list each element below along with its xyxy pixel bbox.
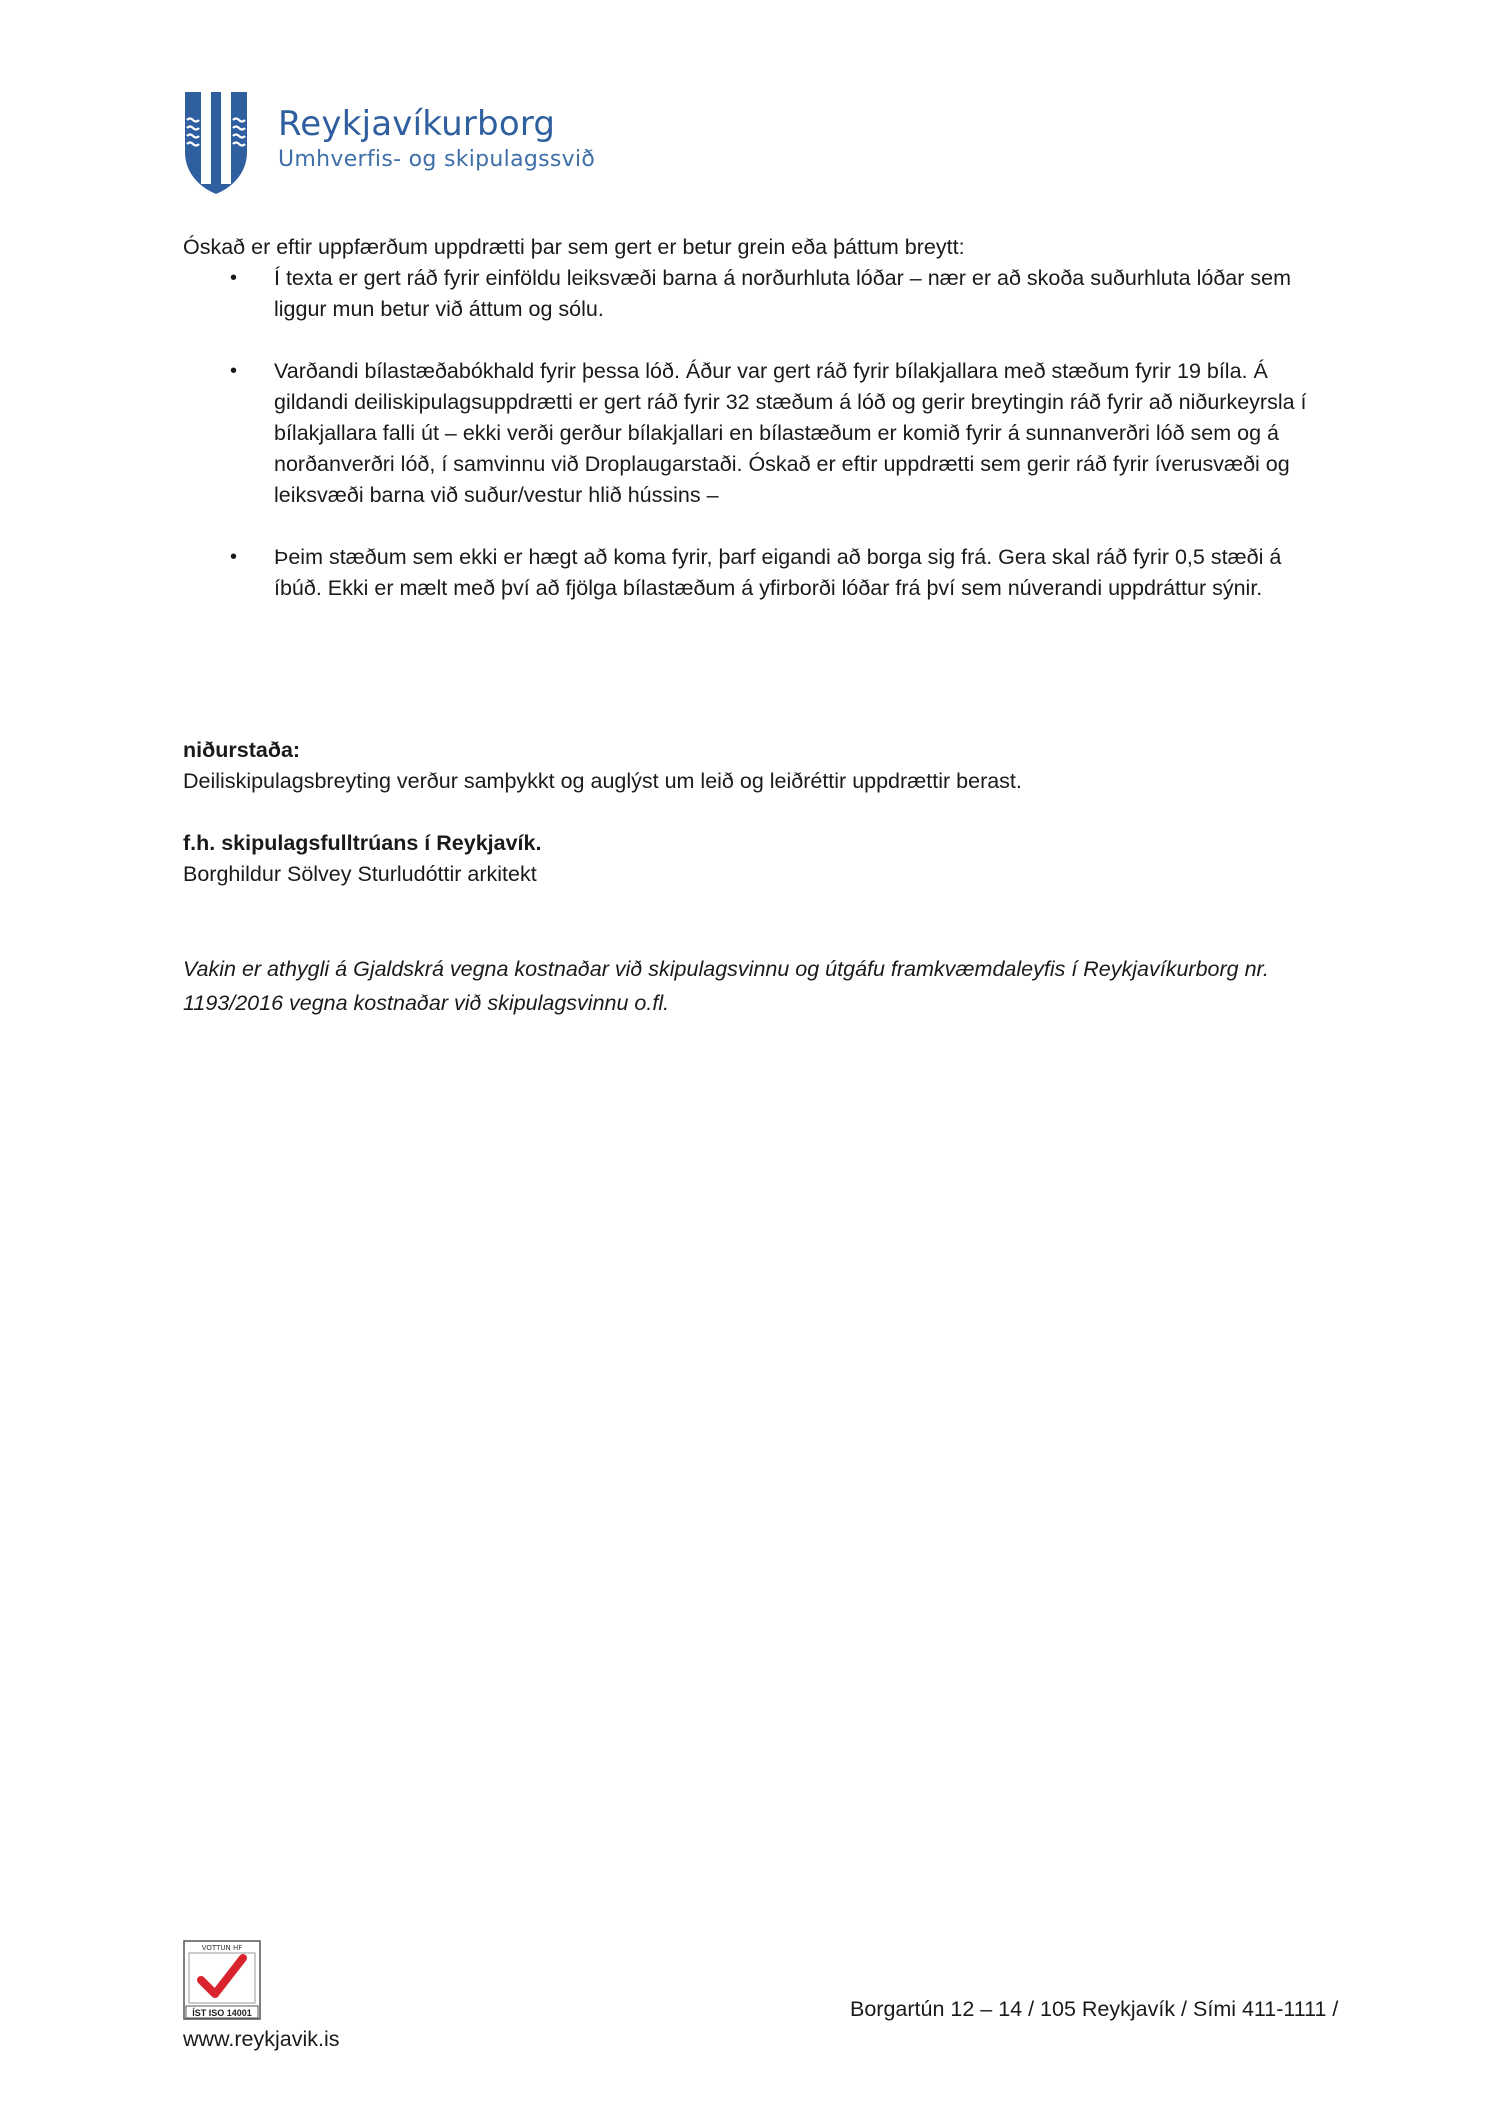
list-item-text: Varðandi bílastæðabókhald fyrir þessa lóð. Áður var gert ráð fyrir bílakjallara með stæðum fyrir 19 bíla. Á gildandi deiliskipulagsuppdrætti er gert ráð fyrir 32 stæðum á lóð og gerir breytingin ráð fyrir að niðurkeyrsla í bílakjallara falli út – ekki verði gerður bílakjallari en bílastæðum er komið fyrir á sunnanverðri lóð sem og á norðanverðri lóð, í samvinnu við Droplaugarstaði. Óskað er eftir uppdrætti sem gerir ráð fyrir íverusvæði og leiksvæði barna við suður/vestur hlið hússins – <box>274 359 1307 507</box>
conclusion-text: Deiliskipulagsbreyting verður samþykkt og auglýst um leið og leiðréttir uppdrættir berast. <box>183 769 1022 793</box>
badge-bottom-label: ÍST ISO 14001 <box>192 2008 252 2018</box>
reykjavik-crest-icon <box>183 90 249 196</box>
list-item-text: Í texta er gert ráð fyrir einföldu leiksvæði barna á norðurhluta lóðar – nær er að skoða suðurhluta lóðar sem liggur mun betur við áttum og sólu. <box>274 266 1292 321</box>
list-item <box>183 356 1323 511</box>
signature-name: Borghildur Sölvey Sturludóttir arkitekt <box>183 862 537 886</box>
website-link[interactable]: www.reykjavik.is <box>183 2027 340 2051</box>
division-name: Umhverfis- og skipulagssvið <box>278 147 596 172</box>
letterhead <box>183 90 595 196</box>
contact-address: Borgartún 12 – 14 / 105 Reykjavík / Sími 411-1111 / <box>850 1997 1339 2021</box>
iso-14001-badge-icon <box>183 1940 261 2020</box>
list-item <box>183 263 1323 325</box>
letter-body <box>183 232 1323 1020</box>
signature-heading: f.h. skipulagsfulltrúans í Reykjavík. <box>183 831 542 855</box>
badge-top-label: VOTTUN HF <box>201 1944 243 1952</box>
bullet-icon: • <box>230 546 238 568</box>
list-item <box>183 542 1323 604</box>
brand-block <box>278 104 595 174</box>
bullet-icon: • <box>230 267 238 289</box>
intro-text: Óskað er eftir uppfærðum uppdrætti þar sem gert er betur grein eða þáttum breytt: <box>183 235 965 259</box>
conclusion-heading: niðurstaða: <box>183 738 301 762</box>
org-name: Reykjavíkurborg <box>278 104 556 144</box>
request-list <box>183 263 1323 604</box>
bullet-icon: • <box>230 360 238 382</box>
list-item-text: Þeim stæðum sem ekki er hægt að koma fyrir, þarf eigandi að borga sig frá. Gera skal ráð fyrir 0,5 stæði á íbúð. Ekki er mælt með því að fjölga bílastæðum á yfirborði lóðar frá því sem núverandi uppdráttur sýnir. <box>274 545 1282 600</box>
fee-notice: Vakin er athygli á Gjaldskrá vegna kostnaðar við skipulagsvinnu og útgáfu framkvæmdaleyfis í Reykjavíkurborg nr. 1193/2016 vegna kostnaðar við skipulagsvinnu o.fl. <box>183 957 1269 1015</box>
